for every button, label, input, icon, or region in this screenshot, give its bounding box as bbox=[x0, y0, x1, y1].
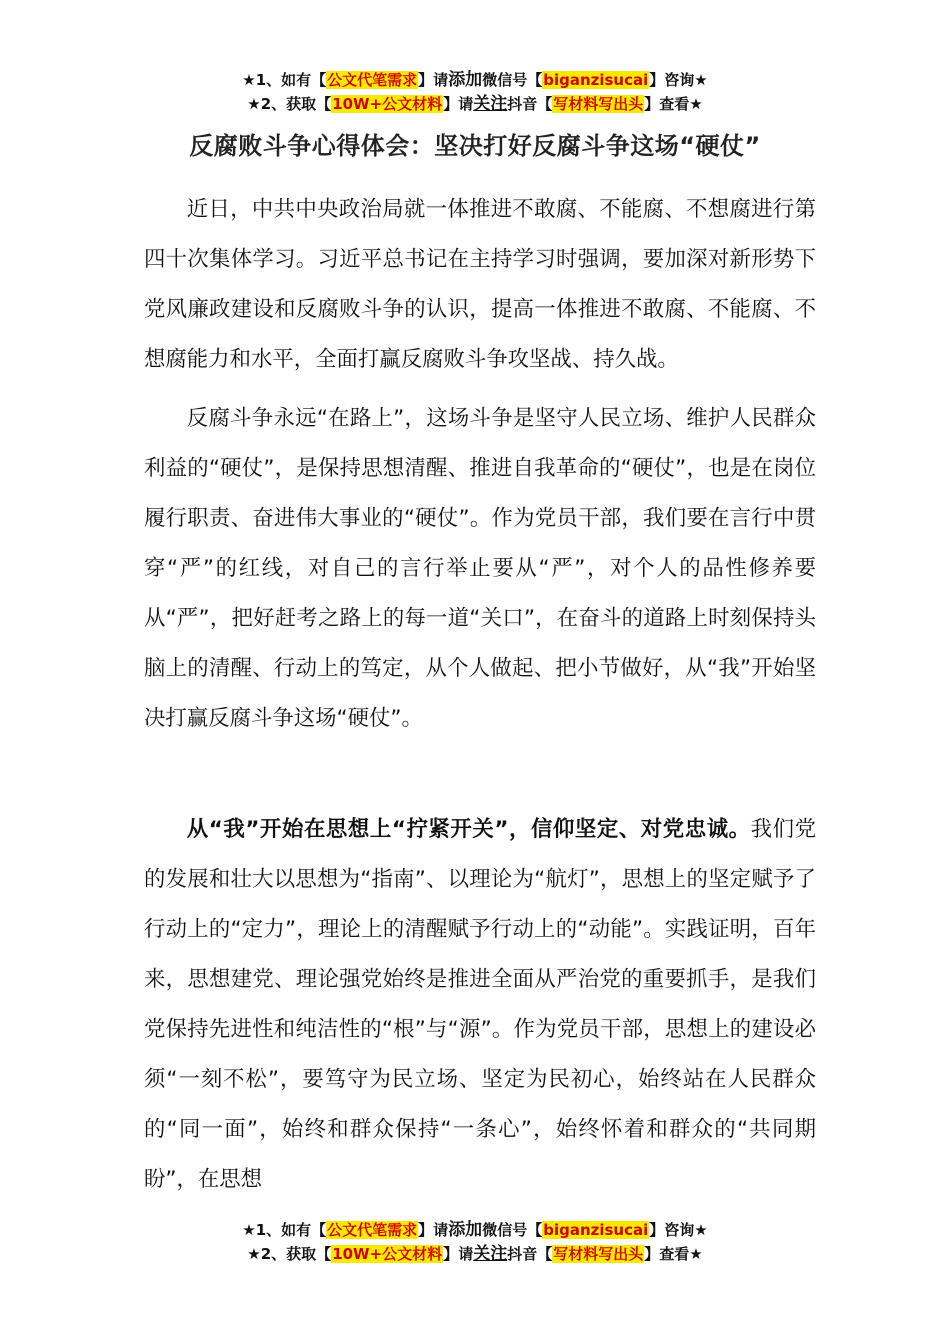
wechat-id-highlight: biganzisucai bbox=[543, 71, 649, 89]
header-promo-banner bbox=[0, 68, 950, 116]
paragraph-3-lead: 从“我”开始在思想上“拧紧开关”，信仰坚定、对党忠诚。 bbox=[186, 817, 751, 842]
promo-text: 】咨询★ bbox=[649, 71, 708, 89]
promo-emphasis: 关注 bbox=[473, 1244, 508, 1264]
promo-highlight: 10W+公文材料 bbox=[332, 1245, 443, 1263]
promo-text: ★2、获取【 bbox=[247, 1245, 332, 1263]
promo-text: 】请 bbox=[418, 1221, 449, 1239]
promo-line-2 bbox=[0, 1242, 950, 1266]
promo-emphasis: 关注 bbox=[473, 94, 508, 114]
promo-text: 抖音【 bbox=[507, 95, 553, 113]
promo-text: 微信号【 bbox=[482, 1221, 543, 1239]
paragraph-2 bbox=[144, 394, 816, 744]
promo-highlight: 公文代笔需求 bbox=[327, 71, 418, 89]
promo-emphasis: 添加 bbox=[448, 1220, 483, 1240]
promo-text: 】查看★ bbox=[644, 1245, 703, 1263]
douyin-account-highlight: 写材料写出头 bbox=[553, 1245, 644, 1263]
wechat-id-highlight: biganzisucai bbox=[543, 1221, 649, 1239]
promo-text: 】查看★ bbox=[644, 95, 703, 113]
promo-highlight: 公文代笔需求 bbox=[327, 1221, 418, 1239]
promo-line-1 bbox=[0, 68, 950, 92]
promo-text: 】咨询★ bbox=[649, 1221, 708, 1239]
document-title: 反腐败斗争心得体会：坚决打好反腐斗争这场“硬仗” bbox=[189, 132, 761, 160]
promo-text: 抖音【 bbox=[507, 1245, 553, 1263]
douyin-account-highlight: 写材料写出头 bbox=[553, 95, 644, 113]
promo-text: ★1、如有【 bbox=[242, 1221, 327, 1239]
promo-line-1 bbox=[0, 1218, 950, 1242]
paragraph-1-text: 近日，中共中央政治局就一体推进不敢腐、不能腐、不想腐进行第四十次集体学习。习近平总书记在主持学习时强调，要加深对新形势下党风廉政建设和反腐败斗争的认识，提高一体推进不敢腐、不能腐、不想腐能力和水平，全面打赢反腐败斗争攻坚战、持久战。 bbox=[144, 197, 816, 372]
promo-text: 微信号【 bbox=[482, 71, 543, 89]
promo-emphasis: 添加 bbox=[448, 70, 483, 90]
paragraph-3 bbox=[144, 805, 816, 1205]
promo-text: 】请 bbox=[443, 95, 474, 113]
paragraph-1 bbox=[144, 185, 816, 385]
promo-text: 】请 bbox=[418, 71, 449, 89]
promo-text: ★2、获取【 bbox=[247, 95, 332, 113]
promo-text: ★1、如有【 bbox=[242, 71, 327, 89]
footer-promo-banner bbox=[0, 1218, 950, 1266]
promo-text: 】请 bbox=[443, 1245, 474, 1263]
promo-highlight: 10W+公文材料 bbox=[332, 95, 443, 113]
paragraph-2-text: 反腐斗争永远“在路上”，这场斗争是坚守人民立场、维护人民群众利益的“硬仗”，是保持思想清醒、推进自我革命的“硬仗”，也是在岗位履行职责、奋进伟大事业的“硬仗”。作为党员干部，我们要在言行中贯穿“严”的红线，对自己的言行举止要从“严”，对个人的品性修养要从“严”，把好赶考之路上的每一道“关口”，在奋斗的道路上时刻保持头脑上的清醒、行动上的笃定，从个人做起、把小节做好，从“我”开始坚决打赢反腐斗争这场“硬仗”。 bbox=[144, 406, 816, 731]
paragraph-3-text bbox=[144, 805, 816, 1205]
promo-line-2 bbox=[0, 92, 950, 116]
paragraph-3-body: 我们党的发展和壮大以思想为“指南”、以理论为“航灯”，思想上的坚定赋予了行动上的“定力”，理论上的清醒赋予行动上的“动能”。实践证明，百年来，思想建党、理论强党始终是推进全面从严治党的重要抓手，是我们党保持先进性和纯洁性的“根”与“源”。作为党员干部，思想上的建设必须“一刻不松”，要笃守为民立场、坚定为民初心，始终站在人民群众的“同一面”，始终和群众保持“一条心”，始终怀着和群众的“共同期盼”，在思想 bbox=[144, 817, 816, 1192]
